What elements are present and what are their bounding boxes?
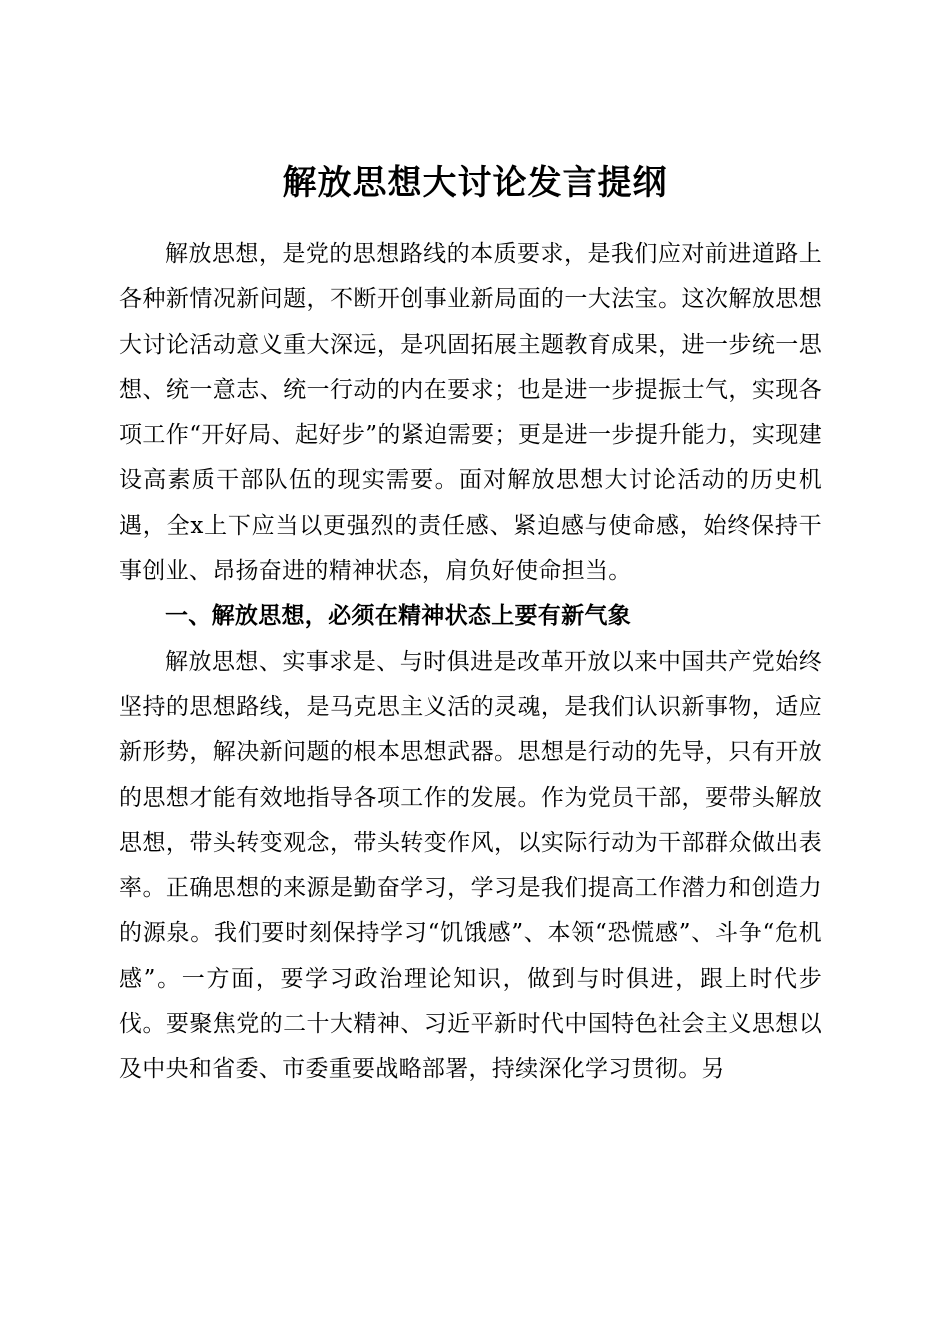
section-heading: 一、解放思想，必须在精神状态上要有新气象	[165, 603, 631, 630]
section-paragraph: 解放思想、实事求是、与时俱进是改革开放以来中国共产党始终坚持的思想路线，是马克思主义活的灵魂，是我们认识新事物，适应新形势，解决新问题的根本思想武器。思想是行动的先导，只有开放的思想才能有效地指导各项工作的发展。作为党员干部，要带头解放思想，带头转变观念，带头转变作风，以实际行动为干部群众做出表率。正确思想的来源是勤奋学习，学习是我们提高工作潜力和创造力的源泉。我们要时刻保持学习“饥饿感”、本领“恐慌感”、斗争“危机感”。一方面，要学习政治理论知识，做到与时俱进，跟上时代步伐。要聚焦党的二十大精神、习近平新时代中国特色社会主义思想以及中央和省委、市委重要战略部署，持续深化学习贯彻。另	[119, 648, 822, 1083]
intro-paragraph: 解放思想，是党的思想路线的本质要求，是我们应对前进道路上各种新情况新问题，不断开创事业新局面的一大法宝。这次解放思想大讨论活动意义重大深远，是巩固拓展主题教育成果，进一步统一思想、统一意志、统一行动的内在要求；也是进一步提振士气，实现各项工作“开好局、起好步”的紧迫需要；更是进一步提升能力，实现建设高素质干部队伍的现实需要。面对解放思想大讨论活动的历史机遇，全x上下应当以更强烈的责任感、紧迫感与使命感，始终保持干事创业、昂扬奋进的精神状态，肩负好使命担当。	[119, 241, 822, 585]
document-body	[119, 232, 822, 1093]
document-title: 解放思想大讨论发言提纲	[282, 162, 668, 203]
